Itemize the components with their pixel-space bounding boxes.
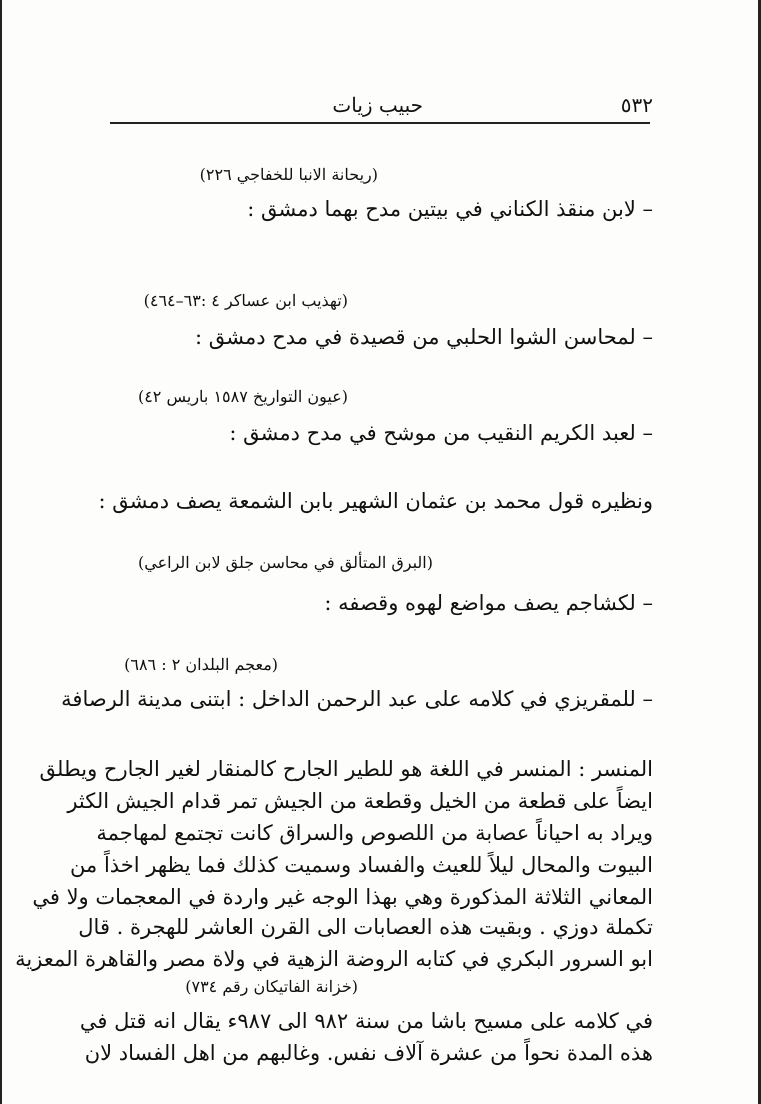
page-number: ٥٣٢ bbox=[620, 93, 653, 117]
source-citation: (معجم البلدان ٢ : ٦٨٦) bbox=[124, 655, 278, 674]
text-line: المعاني الثلاثة المذكورة وهي بهذا الوجه غير واردة في المعجمات ولا في bbox=[32, 885, 653, 909]
text-line: – للمقريزي في كلامه على عبد الرحمن الداخل : ابتنى مدينة الرصافة bbox=[61, 687, 653, 711]
text-line: البيوت والمحال ليلاً للعيث والفساد وسميت كذلك فما يظهر اخذاً من bbox=[70, 853, 653, 877]
running-title: حبيب زيات bbox=[332, 93, 423, 117]
text-line: ايضاً على قطعة من الخيل وقطعة من الجيش تمر قدام الجيش الكثر bbox=[67, 789, 653, 813]
text-line: في كلامه على مسيح باشا من سنة ٩٨٢ الى ٩٨٧ء يقال انه قتل في bbox=[79, 1009, 653, 1033]
text-line: المنسر : المنسر في اللغة هو للطير الجارح كالمنقار لغير الجارح ويطلق bbox=[39, 757, 653, 781]
source-citation: (البرق المتألق في محاسن جلق لابن الراعي) bbox=[138, 553, 433, 572]
text-line: ونظيره قول محمد بن عثمان الشهير بابن الشمعة يصف دمشق : bbox=[98, 489, 653, 513]
source-citation: (عيون التواريخ ١٥٨٧ باريس ٤٢) bbox=[137, 387, 348, 406]
text-line: ويراد به احياناً عصابة من اللصوص والسراق كانت تجتمع لمهاجمة bbox=[96, 821, 653, 845]
text-line: ابو السرور البكري في كتابه الروضة الزهية في ولاة مصر والقاهرة المعزية bbox=[15, 947, 653, 971]
source-citation: (ريحانة الانبا للخفاجي ٢٢٦) bbox=[199, 165, 378, 184]
text-line: تكملة دوزي . وبقيت هذه العصابات الى القرن العاشر للهجرة . قال bbox=[78, 915, 653, 939]
source-citation: (تهذيب ابن عساكر ٤ :٦٣–٤٦٤) bbox=[143, 291, 348, 310]
source-citation: (خزانة الفاتيكان رقم ٧٣٤) bbox=[185, 977, 358, 996]
page-header bbox=[2, 90, 758, 120]
text-line: – لابن منقذ الكناني في بيتين مدح بهما دمشق : bbox=[247, 197, 653, 221]
header-rule bbox=[110, 122, 650, 124]
text-line: – لمحاسن الشوا الحلبي من قصيدة في مدح دمشق : bbox=[194, 325, 653, 349]
text-line: – لعبد الكريم النقيب من موشح في مدح دمشق : bbox=[229, 421, 653, 445]
text-line: هذه المدة نحواً من عشرة آلاف نفس. وغالبهم من اهل الفساد لان bbox=[84, 1041, 653, 1065]
text-line: – لكشاجم يصف مواضع لهوه وقصفه : bbox=[324, 591, 653, 615]
